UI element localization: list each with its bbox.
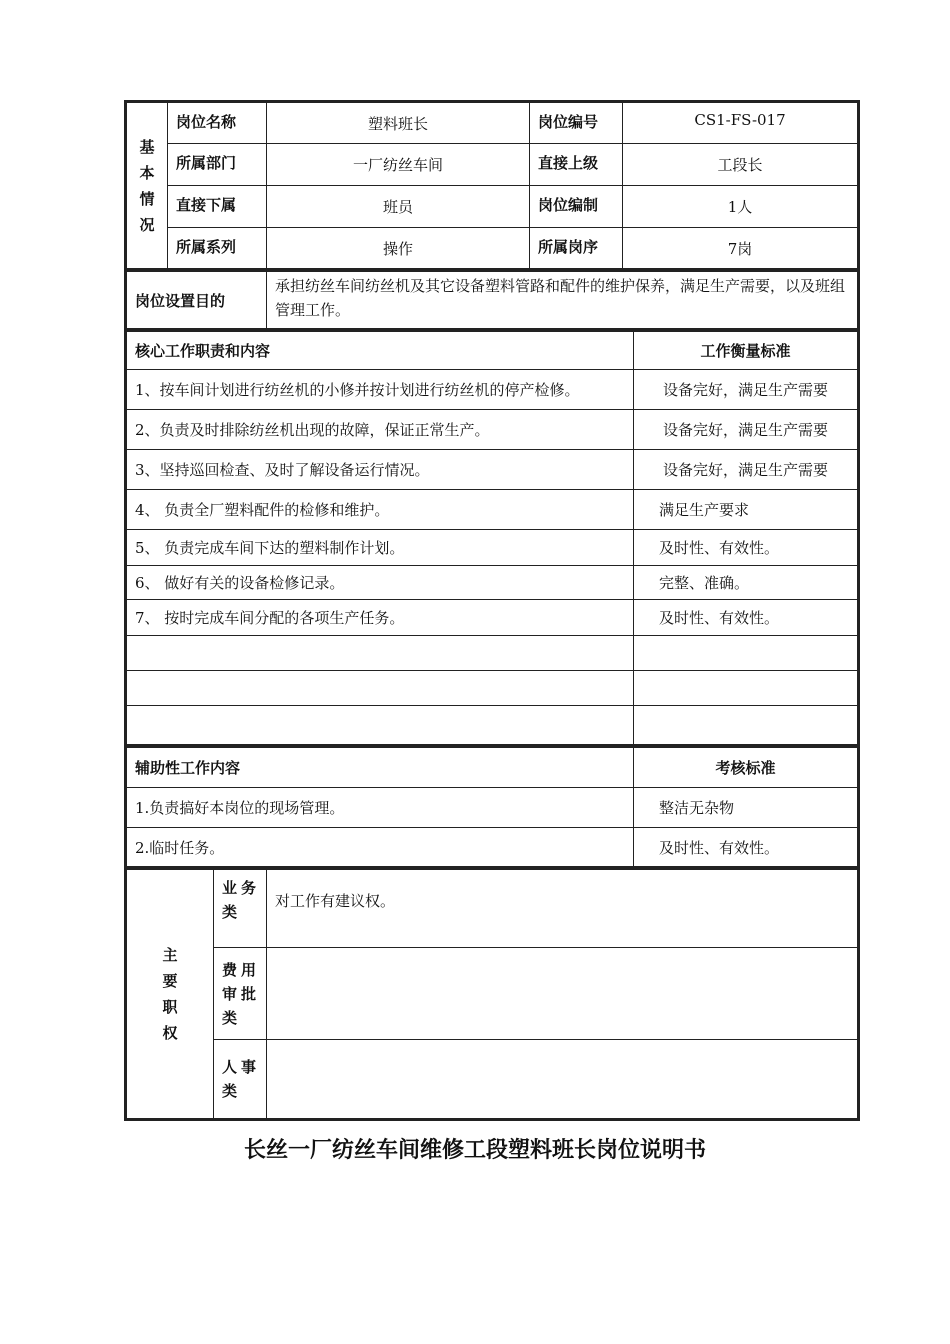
table-row bbox=[126, 600, 859, 636]
subordinates-value: 班员 bbox=[267, 186, 530, 228]
purpose-label: 岗位设置目的 bbox=[126, 272, 267, 330]
basic-info-table bbox=[124, 100, 860, 271]
aux-text: 1.负责搞好本岗位的现场管理。 bbox=[126, 788, 634, 828]
expense-authority-value bbox=[267, 948, 859, 1040]
basic-row bbox=[126, 144, 859, 186]
series-label: 所属系列 bbox=[168, 228, 267, 270]
core-duties-table bbox=[124, 331, 860, 747]
authority-table bbox=[124, 869, 860, 1121]
duty-text: 1、按车间计划进行纺丝机的小修并按计划进行纺丝机的停产检修。 bbox=[126, 370, 634, 410]
core-duties-header: 核心工作职责和内容 bbox=[126, 332, 634, 370]
rank-value: 7岗 bbox=[623, 228, 859, 270]
duty-text: 4、 负责全厂塑料配件的检修和维护。 bbox=[126, 490, 634, 530]
duty-standard: 满足生产要求 bbox=[634, 490, 859, 530]
duty-standard: 设备完好，满足生产需要 bbox=[634, 450, 859, 490]
position-code-value: CS1-FS-017 bbox=[623, 102, 859, 144]
purpose-table bbox=[124, 271, 860, 331]
hr-authority-value bbox=[267, 1040, 859, 1120]
duty-standard: 及时性、有效性。 bbox=[634, 600, 859, 636]
position-name-value: 塑料班长 bbox=[267, 102, 530, 144]
table-row bbox=[126, 410, 859, 450]
basic-row bbox=[126, 228, 859, 270]
document-title: 长丝一厂纺丝车间维修工段塑料班长岗位说明书 bbox=[243, 1138, 706, 1163]
core-standard-header: 工作衡量标准 bbox=[634, 332, 859, 370]
empty-row bbox=[126, 636, 859, 671]
duty-text: 6、 做好有关的设备检修记录。 bbox=[126, 566, 634, 600]
duty-standard: 完整、准确。 bbox=[634, 566, 859, 600]
aux-standard-header: 考核标准 bbox=[634, 748, 859, 788]
table-row bbox=[126, 566, 859, 600]
duty-standard: 及时性、有效性。 bbox=[634, 530, 859, 566]
aux-duties-header: 辅助性工作内容 bbox=[126, 748, 634, 788]
basic-row bbox=[126, 102, 859, 144]
duty-standard: 设备完好，满足生产需要 bbox=[634, 410, 859, 450]
rank-label: 所属岗序 bbox=[530, 228, 623, 270]
duty-text: 3、坚持巡回检查、及时了解设备运行情况。 bbox=[126, 450, 634, 490]
table-row bbox=[126, 490, 859, 530]
headcount-value: 1人 bbox=[623, 186, 859, 228]
series-value: 操作 bbox=[267, 228, 530, 270]
aux-duties-table bbox=[124, 747, 860, 869]
table-row bbox=[126, 828, 859, 868]
basic-row bbox=[126, 186, 859, 228]
subordinates-label: 直接下属 bbox=[168, 186, 267, 228]
position-code-label: 岗位编号 bbox=[530, 102, 623, 144]
position-name-label: 岗位名称 bbox=[168, 102, 267, 144]
supervisor-value: 工段长 bbox=[623, 144, 859, 186]
table-row bbox=[126, 370, 859, 410]
business-authority-label: 业务类 bbox=[214, 870, 267, 948]
supervisor-label: 直接上级 bbox=[530, 144, 623, 186]
table-row bbox=[126, 788, 859, 828]
department-value: 一厂纺丝车间 bbox=[267, 144, 530, 186]
business-authority-value: 对工作有建议权。 bbox=[267, 870, 859, 948]
aux-standard: 整洁无杂物 bbox=[634, 788, 859, 828]
aux-standard: 及时性、有效性。 bbox=[634, 828, 859, 868]
duty-standard: 设备完好，满足生产需要 bbox=[634, 370, 859, 410]
empty-row bbox=[126, 671, 859, 706]
authority-section-label: 主 要 职 权 bbox=[126, 870, 214, 1120]
duty-text: 7、 按时完成车间分配的各项生产任务。 bbox=[126, 600, 634, 636]
expense-authority-label: 费用审批类 bbox=[214, 948, 267, 1040]
hr-authority-label: 人事类 bbox=[214, 1040, 267, 1120]
duty-text: 5、 负责完成车间下达的塑料制作计划。 bbox=[126, 530, 634, 566]
duty-text: 2、负责及时排除纺丝机出现的故障，保证正常生产。 bbox=[126, 410, 634, 450]
table-row bbox=[126, 530, 859, 566]
table-row bbox=[126, 450, 859, 490]
purpose-text: 承担纺丝车间纺丝机及其它设备塑料管路和配件的维护保养，满足生产需要，以及班组管理工作。 bbox=[267, 272, 859, 330]
aux-text: 2.临时任务。 bbox=[126, 828, 634, 868]
empty-row bbox=[126, 706, 859, 746]
job-description-form bbox=[124, 100, 857, 1121]
headcount-label: 岗位编制 bbox=[530, 186, 623, 228]
department-label: 所属部门 bbox=[168, 144, 267, 186]
basic-section-label: 基 本 情 况 bbox=[126, 102, 168, 270]
